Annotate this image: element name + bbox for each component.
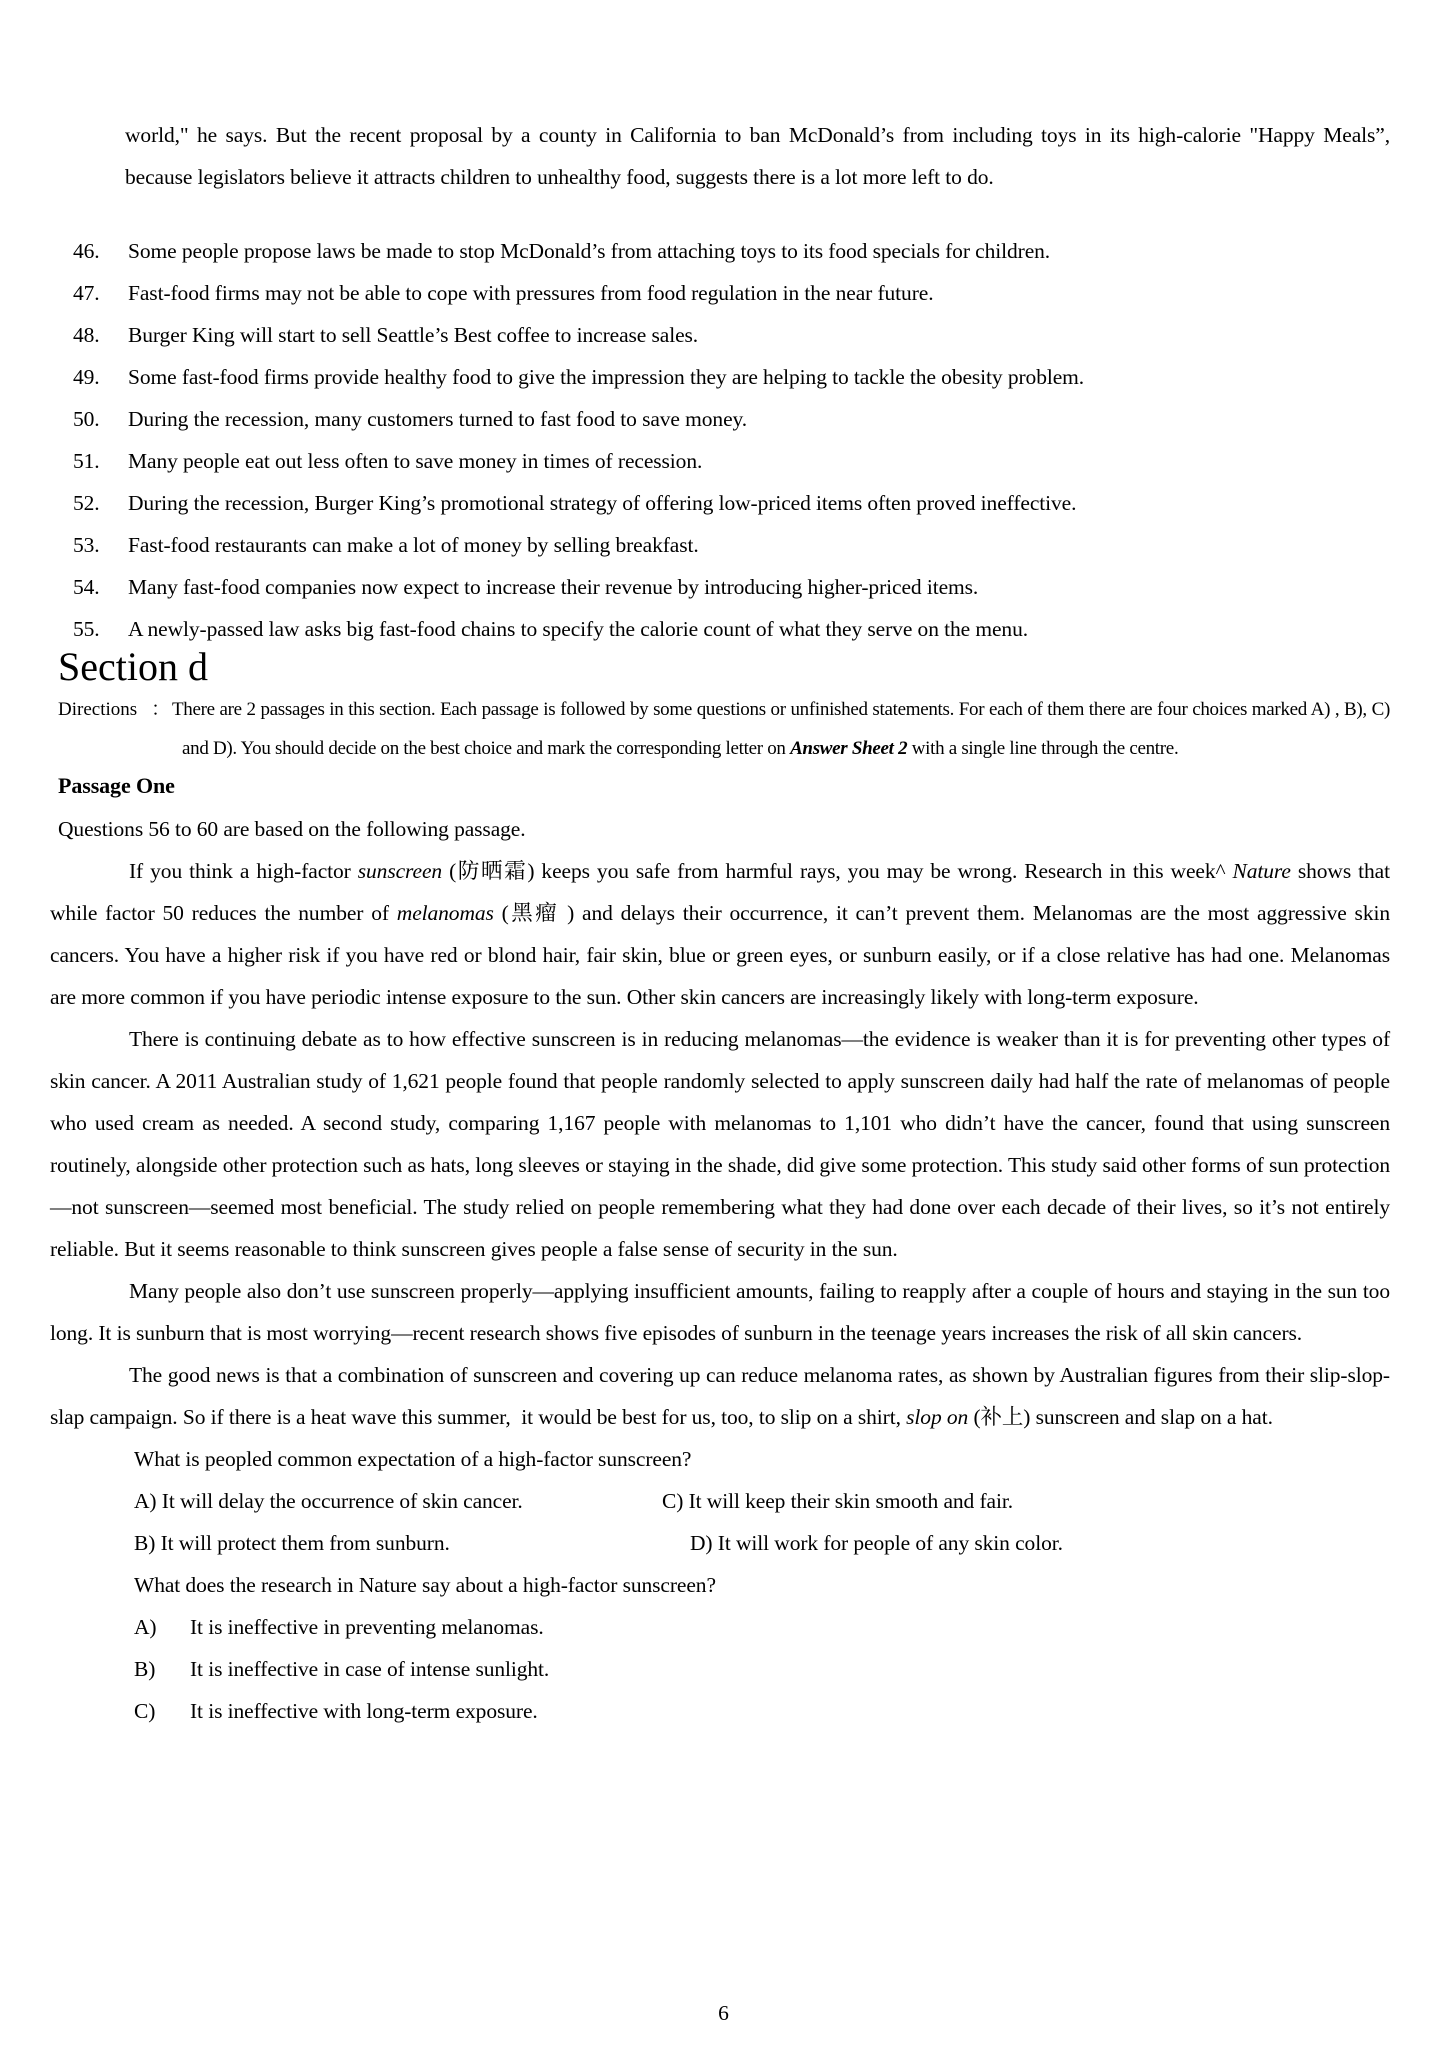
statement-text: Fast-food restaurants can make a lot of money by selling breakfast. [128, 533, 699, 557]
text-segment: Many people also don’t use sunscreen properly—applying insufficient amounts, failing to reapply after a couple of hours and staying in the sun too long. It is sunburn that is most worrying—recent research shows five episodes of sunburn in the teenage years increases the risk of all skin cancers. [50, 1279, 1390, 1345]
statement-number: 49. [73, 365, 100, 389]
statement-text: Some fast-food firms provide healthy food to give the impression they are helping to tackle the obesity problem. [128, 365, 1085, 389]
statement-number: 52. [73, 491, 100, 515]
option-right: C) It will keep their skin smooth and fair. [662, 1489, 1013, 1513]
text-segment: with a single line through the centre. [907, 738, 1179, 759]
text-segment: Answer Sheet 2 [790, 738, 908, 759]
option-letter: B) [134, 1657, 156, 1681]
statement-text: Some people propose laws be made to stop McDonald’s from attaching toys to its food specials for children. [128, 239, 1051, 263]
statement-item [73, 272, 1390, 314]
statement-number: 47. [73, 281, 100, 305]
option-left: B) It will protect them from sunburn. [134, 1531, 450, 1555]
directions-colon: ： [151, 699, 171, 720]
statement-item [73, 398, 1390, 440]
statement-text: Many people eat out less often to save money in times of recession. [128, 449, 703, 473]
statement-number: 54. [73, 575, 100, 599]
statement-item [73, 230, 1390, 272]
text-segment: sunscreen [357, 859, 443, 883]
directions-text [172, 690, 1390, 768]
passage-paragraph [50, 850, 1390, 1018]
text-segment: (黑瘤 ) and delays their occurrence, it can’t prevent them. Melanomas are the most aggressive skin cancers. You have a higher risk if you have red or blond hair, fair skin, blue or green eyes, or sunburn easily, or if a close relative has had one. Melanomas are more common if you have periodic intense exposure to the sun. Other skin cancers are increasingly likely with long-term exposure. [50, 901, 1390, 1009]
statements-list [50, 230, 1390, 650]
question-text: What does the research in Nature say about a high-factor sunscreen? [134, 1573, 716, 1597]
page-number: 6 [718, 2001, 729, 2025]
passage-intro: Questions 56 to 60 are based on the following passage. [58, 817, 526, 841]
continued-paragraph: world," he says. But the recent proposal by a county in California to ban McDonald’s from including toys in its high-calorie "Happy Meals”, because legislators believe it attracts children to unhealthy food, suggests there is a lot more left to do. [125, 123, 1390, 189]
statement-number: 53. [73, 533, 100, 557]
text-segment: If you think a high-factor [129, 859, 358, 883]
option-text: It is ineffective in preventing melanomas. [190, 1615, 544, 1639]
text-segment: melanomas [396, 901, 494, 925]
statement-text: Many fast-food companies now expect to increase their revenue by introducing higher-priced items. [128, 575, 979, 599]
statement-number: 48. [73, 323, 100, 347]
question-options [50, 1606, 1390, 1732]
option-text: It is ineffective with long-term exposure. [190, 1699, 538, 1723]
text-segment: There is continuing debate as to how effective sunscreen is in reducing melanomas—the evidence is weaker than it is for preventing other types of skin cancer. A 2011 Australian study of 1,621 people found that people randomly selected to apply sunscreen daily had half the rate of melanomas of people who used cream as needed. A second study, comparing 1,167 people with melanomas to 1,101 who didn’t have the cancer, found that using sunscreen routinely, alongside other protection such as hats, long sleeves or staying in the shade, did give some protection. This study said other forms of sun protection—not sunscreen—seemed most beneficial. The study relied on people remembering what they had done over each decade of their lives, so it’s not entirely reliable. But it seems reasonable to think sunscreen gives people a false sense of security in the sun. [50, 1027, 1390, 1261]
statement-number: 55. [73, 617, 100, 641]
directions-label [58, 690, 170, 729]
statement-text: During the recession, Burger King’s promotional strategy of offering low-priced items often proved ineffective. [128, 491, 1077, 515]
statement-item [73, 314, 1390, 356]
directions-label-text: Directions [58, 699, 138, 720]
statement-number: 51. [73, 449, 100, 473]
statement-text: During the recession, many customers turned to fast food to save money. [128, 407, 748, 431]
option-row [134, 1480, 1390, 1522]
option-row [134, 1606, 1390, 1648]
directions [58, 690, 1390, 768]
statement-item [73, 440, 1390, 482]
option-row [134, 1690, 1390, 1732]
statement-item [73, 566, 1390, 608]
passage-heading: Passage One [58, 773, 175, 798]
text-segment: The good news is that a combination of sunscreen and covering up can reduce melanoma rates, as shown by Australian figures from their slip-slop-slap campaign. So if there is a heat wave this summer, it would be best for us, too, to slip on a shirt, [50, 1363, 1390, 1429]
statement-text: A newly-passed law asks big fast-food chains to specify the calorie count of what they serve on the menu. [128, 617, 1029, 641]
question-text: What is peopled common expectation of a high-factor sunscreen? [134, 1447, 692, 1471]
statement-item [73, 482, 1390, 524]
text-segment: Nature [1232, 859, 1291, 883]
option-right: D) It will work for people of any skin color. [690, 1531, 1063, 1555]
passage-paragraph [50, 1270, 1390, 1354]
statement-number: 46. [73, 239, 100, 263]
section-heading: Section d [58, 644, 208, 689]
option-left: A) It will delay the occurrence of skin cancer. [134, 1489, 523, 1513]
statement-number: 50. [73, 407, 100, 431]
option-row [134, 1648, 1390, 1690]
statement-item [73, 608, 1390, 650]
text-segment: (防晒霜) keeps you safe from harmful rays, you may be wrong. Research in this week^ [442, 859, 1233, 883]
statement-text: Fast-food firms may not be able to cope with pressures from food regulation in the near future. [128, 281, 934, 305]
option-text: It is ineffective in case of intense sunlight. [190, 1657, 550, 1681]
passage-body [50, 850, 1390, 1438]
passage-paragraph [50, 1018, 1390, 1270]
passage-paragraph [50, 1354, 1390, 1438]
statement-item [73, 524, 1390, 566]
text-segment: (补上) sunscreen and slap on a hat. [968, 1405, 1273, 1429]
option-row [134, 1522, 1390, 1564]
question-options [50, 1480, 1390, 1564]
statement-item [73, 356, 1390, 398]
text-segment: shows that while factor 50 reduces the number of [50, 859, 1390, 925]
statement-text: Burger King will start to sell Seattle’s Best coffee to increase sales. [128, 323, 699, 347]
text-segment: There are 2 passages in this section. Each passage is followed by some questions or unfinished statements. For each of them there are four choices marked A) , B), C) and D). You should decide on the best choice and mark the corresponding letter on [172, 699, 1390, 759]
option-letter: A) [134, 1615, 157, 1639]
questions-container [50, 1438, 1390, 1732]
option-letter: C) [134, 1699, 156, 1723]
text-segment: slop on [906, 1405, 969, 1429]
